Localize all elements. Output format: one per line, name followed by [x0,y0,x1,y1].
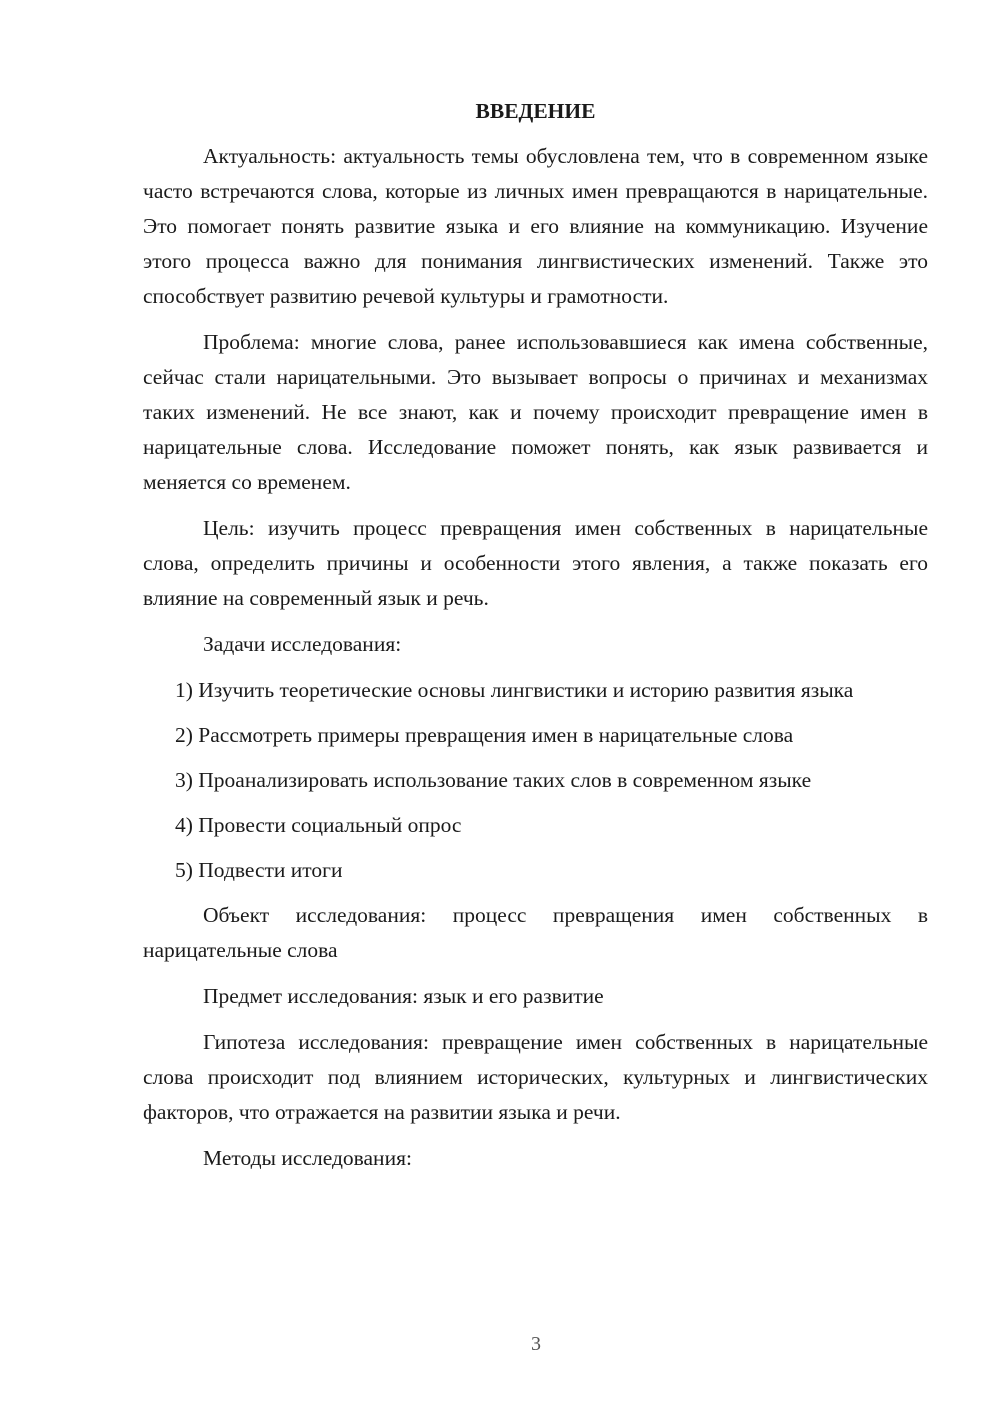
task-item-4: 4) Провести социальный опрос [175,813,462,837]
goal-paragraph: Цель: изучить процесс превращения имен собственных в нарицательные слова, определить причины и особенности этого явления, а также показать его влияние на современный язык и речь. [143,516,928,610]
section-title: ВВЕДЕНИЕ [475,99,596,123]
task-item-3: 3) Проанализировать использование таких слов в современном языке [175,768,812,792]
page-number: 3 [531,1333,541,1355]
task-item-1: 1) Изучить теоретические основы лингвистики и историю развития языка [175,678,854,702]
task-item-2: 2) Рассмотреть примеры превращения имен в нарицательные слова [175,723,794,747]
hypothesis-paragraph: Гипотеза исследования: превращение имен собственных в нарицательные слова происходит под влиянием исторических, культурных и лингвистических факторов, что отражается на развитии языка и речи. [143,1030,928,1124]
document-page [143,96,928,1187]
tasks-heading: Задачи исследования: [203,632,402,656]
task-item-5: 5) Подвести итоги [175,858,343,882]
subject-paragraph: Предмет исследования: язык и его развитие [203,984,604,1008]
methods-heading: Методы исследования: [203,1146,412,1170]
object-paragraph: Объект исследования: процесс превращения имен собственных в нарицательные слова [143,903,928,962]
problem-paragraph: Проблема: многие слова, ранее использовавшиеся как имена собственные, сейчас стали нарицательными. Это вызывает вопросы о причинах и механизмах таких изменений. Не все знают, как и почему происходит превращение имен в нарицательные слова. Исследование поможет понять, как язык развивается и меняется со временем. [143,330,928,494]
relevance-paragraph: Актуальность: актуальность темы обусловлена тем, что в современном языке часто встречаются слова, которые из личных имен превращаются в нарицательные. Это помогает понять развитие языка и его влияние на коммуникацию. Изучение этого процесса важно для понимания лингвистических изменений. Также это способствует развитию речевой культуры и грамотности. [143,144,928,308]
